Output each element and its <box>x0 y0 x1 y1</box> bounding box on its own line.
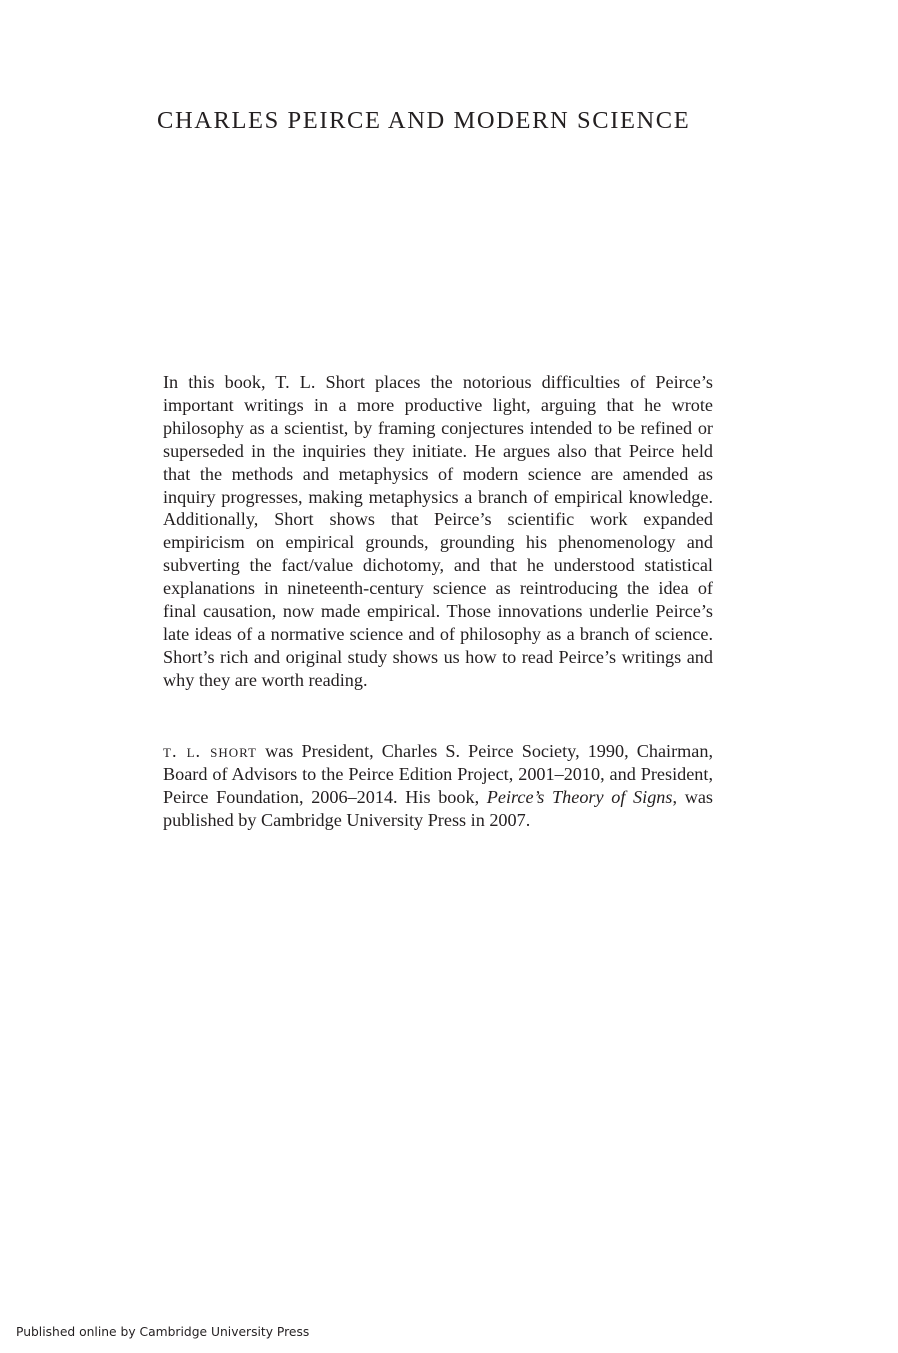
author-bio-text: was President, Charles S. Peirce Society, 1990, Chairman, Board of Advisors to the Peirce Edition Project, 2001–2010, and President, Peirce Foundation, 2006–2014. His book, <box>163 741 713 807</box>
author-bio-text-end: , was published by Cambridge University Press in 2007. <box>163 787 713 830</box>
book-title: Peirce’s Theory of Signs <box>486 787 673 807</box>
book-description: In this book, T. L. Short places the notorious difficulties of Peirce’s important writings in a more productive light, arguing that he wrote philosophy as a scientist, by framing conjectures intended to be refined or superseded in the inquiries they initiate. He argues also that Peirce held that the methods and metaphysics of modern science are amended as inquiry progresses, making metaphysics a branch of empirical knowledge. Additionally, Short shows that Peirce’s scientific work expanded empiricism on empirical grounds, grounding his phenomenology and subverting the fact/value dichotomy, and that he understood statistical explanations in nineteenth-century science as reintroducing the idea of final causation, now made empirical. Those innovations underlie Peirce’s late ideas of a normative science and of philosophy as a branch of science. Short’s rich and original study shows us how to read Peirce’s writings and why they are worth reading. <box>163 372 713 690</box>
page-title: CHARLES PEIRCE AND MODERN SCIENCE <box>157 107 691 134</box>
author-bio <box>163 740 713 832</box>
publication-footer: Published online by Cambridge University Press <box>16 1325 310 1339</box>
author-name: t. l. short <box>163 741 257 761</box>
